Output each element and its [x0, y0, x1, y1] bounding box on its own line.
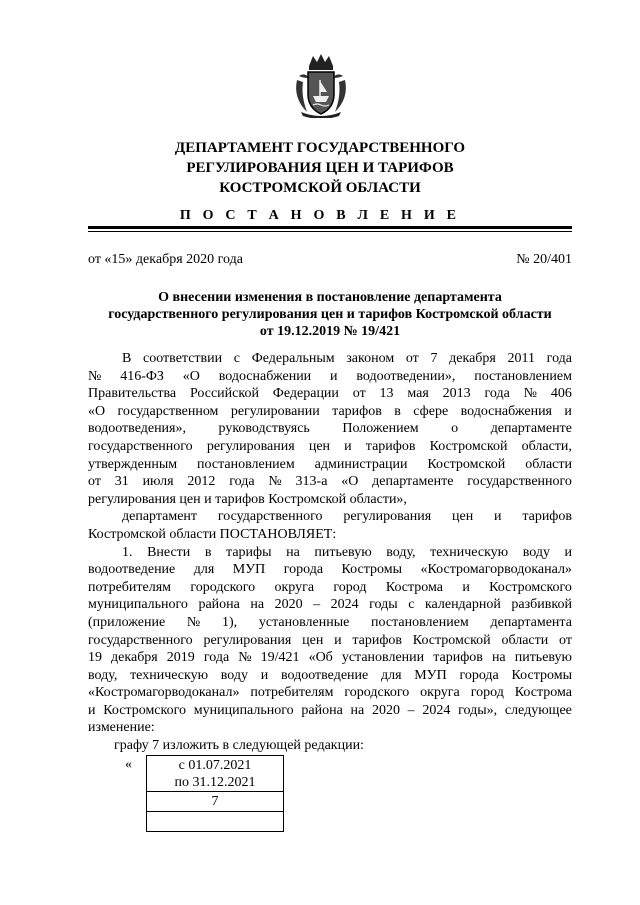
body-line: воду, техническую воду и водоотведение для МУП города Костромы [88, 667, 572, 683]
period-cell [147, 756, 284, 792]
period-from: с 01.07.2021 [178, 757, 252, 773]
department-name-line-2: РЕГУЛИРОВАНИЯ ЦЕН И ТАРИФОВ [186, 160, 454, 176]
body-line: В соответствии с Федеральным законом от 7 декабря 2011 года [122, 351, 572, 366]
body-line: изменение: [88, 720, 155, 736]
body-line: департамент государственного регулирования цен и тарифов [122, 509, 572, 525]
body-line: Правительства Российской Федерации от 13 мая 2013 года № 406 [88, 386, 572, 402]
body-line: утвержденным постановлением администрации Костромской области [88, 456, 572, 472]
tariff-column-table [146, 755, 284, 832]
body-line: 19 декабря 2019 года № 19/421 «Об установлении тарифов на питьевую [88, 650, 572, 666]
department-name [0, 138, 640, 198]
empty-cell [147, 812, 284, 832]
body-line: и Костромского муниципального района на 2020 – 2024 годы», следующее [88, 702, 572, 718]
body-line: государственного регулирования цен и тарифов Костромской области, [88, 438, 572, 454]
coat-of-arms-emblem [291, 52, 351, 118]
header-rule-thin [88, 231, 572, 232]
body-line: муниципального района на 2020 – 2024 годы с календарной разбивкой [88, 597, 572, 613]
decree-subject [88, 289, 572, 340]
decree-title: П О С Т А Н О В Л Е Н И Е [179, 208, 461, 223]
header-rule-thick [88, 226, 572, 229]
department-name-line-1: ДЕПАРТАМЕНТ ГОСУДАРСТВЕННОГО [174, 140, 466, 156]
body-line: потребителям городского округа город Кострома и Костромского [88, 579, 572, 595]
subject-line-3: от 19.12.2019 № 19/421 [259, 324, 401, 339]
date-number-line [88, 252, 572, 268]
body-line: водоотведения», руководствуясь Положением о департаменте [88, 421, 572, 437]
subject-line-2: государственного регулирования цен и тарифов Костромской области [108, 307, 552, 322]
decree-number: № 20/401 [516, 252, 572, 267]
body-line: 1. Внести в тарифы на питьевую воду, техническую воду и [122, 544, 572, 560]
decree-body [88, 350, 572, 755]
column-number-cell: 7 [147, 792, 284, 812]
body-line: государственного регулирования цен и тарифов Костромской области от [88, 632, 572, 648]
body-line: «О государственном регулировании тарифов в сфере водоснабжения и [88, 403, 572, 419]
subject-line-1: О внесении изменения в постановление департамента [158, 290, 502, 305]
opening-quote: « [125, 757, 132, 772]
period-to: по 31.12.2021 [174, 774, 256, 790]
body-line: графу 7 изложить в следующей редакции: [114, 738, 364, 754]
decree-date: от «15» декабря 2020 года [88, 252, 243, 267]
body-line: водоотведение для МУП города Костромы «Костромагорводоканал» [88, 562, 572, 578]
body-line: (приложение № 1), установленные постановлением департамента [88, 614, 572, 630]
department-name-line-3: КОСТРОМСКОЙ ОБЛАСТИ [219, 180, 421, 196]
body-line: Костромской области ПОСТАНОВЛЯЕТ: [88, 526, 337, 542]
body-line: от 31 июля 2012 года № 313-а «О департаменте государственного [88, 474, 572, 490]
body-line: регулирования цен и тарифов Костромской области», [88, 491, 407, 507]
body-line: № 416-ФЗ «О водоснабжении и водоотведении», постановлением [88, 368, 572, 384]
body-line: «Костромагорводоканал» потребителям городского округа город Кострома [88, 685, 572, 701]
